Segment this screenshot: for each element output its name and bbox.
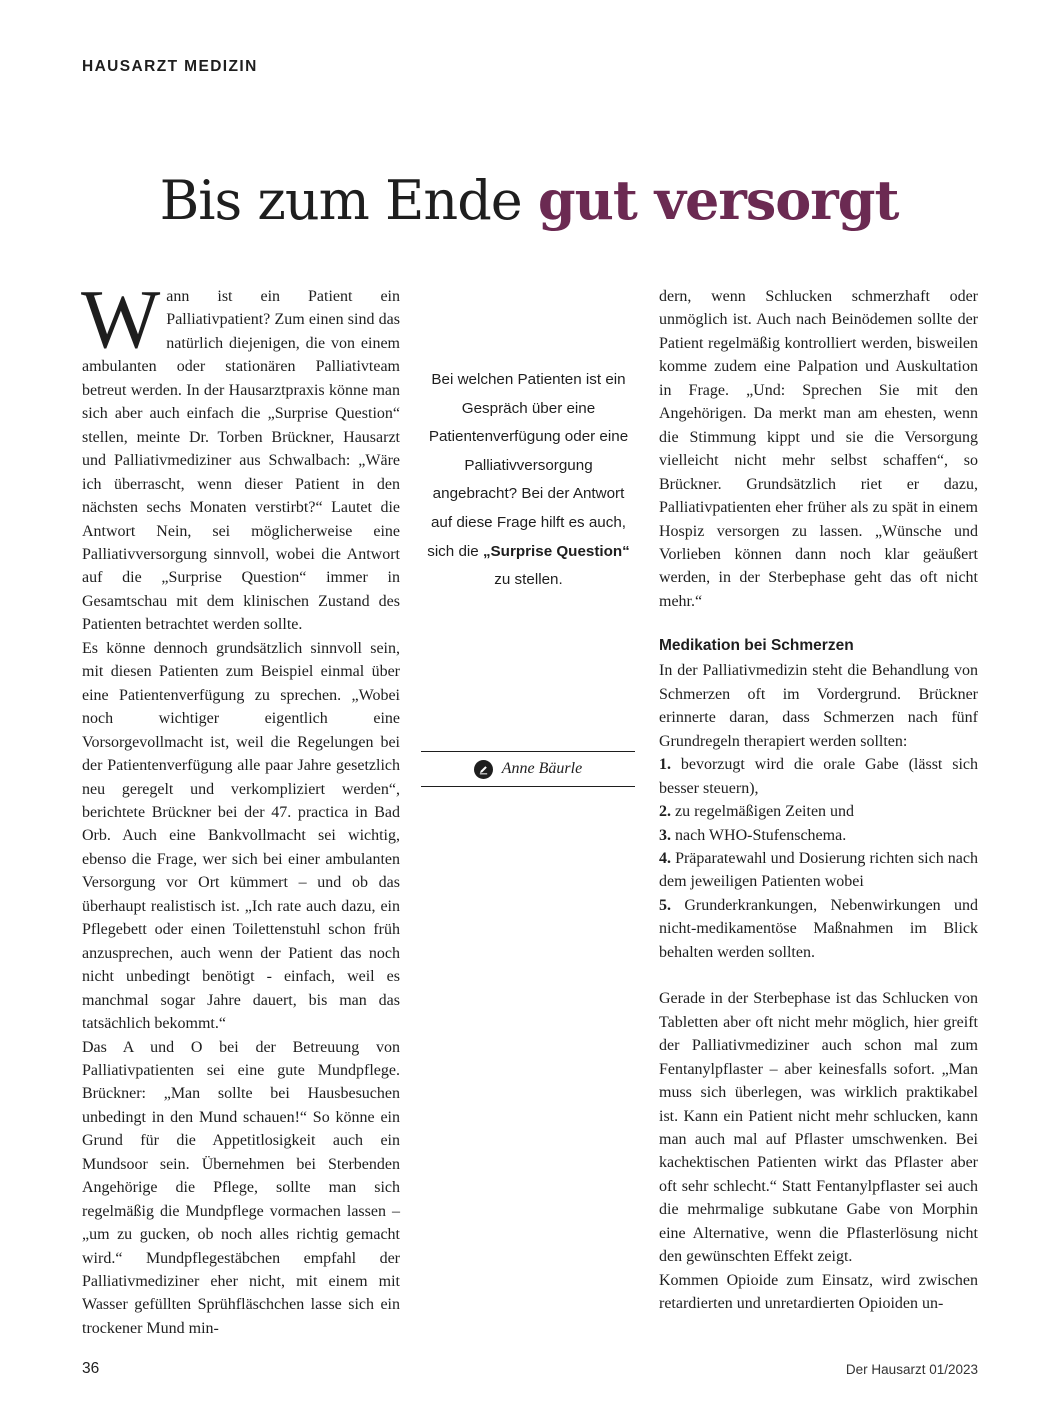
list-text: nach WHO-Stufenschema. — [671, 826, 847, 844]
page-number: 36 — [82, 1360, 100, 1377]
article-column-right — [659, 285, 978, 1316]
title-part-regular: Bis zum Ende — [159, 169, 538, 232]
list-text: bevorzugt wird die orale Gabe (lässt sich besser steuern), — [659, 756, 978, 797]
paragraph-gap — [659, 964, 978, 987]
page-title — [0, 160, 1058, 241]
author-name: Anne Bäurle — [501, 760, 583, 777]
paragraph: Es könne dennoch grundsätzlich sinnvoll sein, mit diesen Patienten zum Beispiel einmal über eine Patientenverfügung zu sprechen. „Wobei noch wichtiger eigentlich eine Vorsorgevollmacht ist, weil die Regelungen bei der Patientenverfügung alle paar Jahre gesetzlich neu geregelt und verkompliziert werden“, berichtete Brückner bei der 47. practica in Bad Orb. Auch eine Bankvollmacht sei wichtig, ebenso die Frage, wer sich bei einer ambulanten Versorgung vor Ort kümmert – und ob das überhaupt realistisch ist. „Ich rate auch dazu, ein Pflegebett oder einen Toilettenstuhl schon früh anzusprechen, auch wenn der Patient das noch nicht unbedingt benötigt - einfach, weil es manchmal sogar Jahre dauert, bis man das tatsächlich bekommt.“ — [82, 639, 400, 1033]
paragraph: Das A und O bei der Betreuung von Palliativpatienten sei eine gute Mundpflege. Brückner: „Man sollte bei Hausbesuchen unbedingt in den Mund schauen!“ So könne ein Grund für die Appetitlosigkeit auch ein Mundsoor sein. Übernehmen bei Sterbenden Angehörige die Pflege, sollte man sich regelmäßig die Mundpflege vormachen lassen – „um zu gucken, ob noch alles richtig gemacht wird.“ Mundpflegestäbchen empfahl der Palliativmediziner eher nicht, mit einem mit Wasser gefüllten Sprühfläschchen lasse sich ein trockener Mund min- — [82, 1038, 400, 1337]
list-item — [659, 800, 978, 823]
pen-icon-glyph — [478, 764, 489, 775]
rule-list — [659, 753, 978, 964]
list-item — [659, 894, 978, 964]
list-text: Präparatewahl und Dosierung richten sich nach dem jeweiligen Patienten wobei — [659, 849, 978, 891]
list-item — [659, 824, 978, 847]
list-item — [659, 753, 978, 800]
list-text: Grunderkrankungen, Nebenwirkungen und nicht-medikamentöse Maßnahmen im Blick behalten werden sollten. — [659, 896, 978, 961]
drop-cap: W — [81, 273, 161, 366]
list-number: 2. — [659, 803, 671, 821]
list-text: zu regelmäßigen Zeiten und — [671, 803, 855, 821]
title-part-highlight: gut versorgt — [537, 168, 899, 232]
list-number: 4. — [659, 849, 671, 867]
paragraph: dern, wenn Schlucken schmerzhaft oder unmöglich ist. Auch nach Beinödemen sollte der Patient regelmäßig kontrolliert werden, bisweilen komme zudem eine Palpation und Auskultation in Frage. „Und: Sprechen Sie mit den Angehörigen. Da merkt man am ehesten, wenn die Stimmung kippt und sie die Versorgung vielleicht nicht mehr selbst schaffen“, so Brückner. Grundsätzlich riet er dazu, Palliativpatienten eher früher als zu spät in einem Hospiz versorgen zu lassen. „Wünsche und Vorlieben können dann noch klar geäußert werden, in der Sterbephase geht das oft nicht mehr.“ — [659, 288, 978, 610]
list-number: 5. — [659, 896, 671, 914]
section-heading: Medikation bei Schmerzen — [659, 637, 854, 655]
paragraph: Gerade in der Sterbephase ist das Schlucken von Tabletten aber oft nicht mehr möglich, hier greift der Palliativmediziner auch schon mal zum Fentanylpflaster – aber keinesfalls sofort. „Man muss sich überlegen, was wirklich praktikabel ist. Kann ein Patient nicht mehr schlucken, kann man auch mal auf Pflaster umschwenken. Bei kachektischen Patienten wirkt das Pflaster aber oft sehr schlecht.“ Statt Fentanylpflaster sei auch die mehrmalige subkutane Gabe von Morphin eine Alternative, wenn die Pflasterlösung nicht den gewünschten Effekt zeigt. — [659, 990, 978, 1266]
pull-quote-text-end: zu stellen. — [494, 571, 563, 589]
pull-quote-emphasis: „Surprise Question“ — [482, 542, 630, 560]
article-column-left — [81, 273, 400, 1340]
pull-quote — [421, 366, 636, 595]
paragraph: In der Palliativmedizin steht die Behandlung von Schmerzen oft im Vordergrund. Brückner erinnerte daran, dass Schmerzen nach fünf Grundregeln therapiert werden sollten: — [659, 662, 978, 750]
paragraph: Kommen Opioide zum Einsatz, wird zwischen retardierten und unretardierten Opioiden un- — [659, 1271, 978, 1313]
pull-quote-text: Bei welchen Patienten ist ein Gespräch über eine Patientenverfügung oder eine Palliativversorgung angebracht? Bei der Antwort auf diese Frage hilft es auch, sich die — [427, 371, 629, 560]
list-number: 3. — [659, 826, 671, 844]
paragraph — [81, 273, 400, 637]
paragraph-text: ann ist ein Patient ein Palliativpatient? Zum einen sind das natürlich diejenigen, die von einem ambulanten oder stationären Palliativteam betreut werden. In der Hausarztpraxis könne man sich aber auch einfach die „Surprise Question“ stellen, meinte Dr. Torben Brückner, Hausarzt und Palliativmediziner aus Schwalbach: „Wäre ich überrascht, wenn dieser Patient in den nächsten sechs Monaten verstirbt?“ Lautet die Antwort Nein, sei möglicherweise eine Palliativversorgung sinnvoll, wobei die Antwort auf die „Surprise Question“ immer in Gesamtschau mit dem klinischen Zustand des Patienten betrachtet werden sollte. — [82, 288, 400, 634]
list-number: 1. — [659, 756, 671, 774]
pen-icon — [474, 760, 493, 779]
list-item — [659, 847, 978, 894]
author-byline — [421, 751, 635, 787]
issue-label: Der Hausarzt 01/2023 — [845, 1362, 978, 1377]
section-label: HAUSARZT MEDIZIN — [82, 58, 258, 75]
